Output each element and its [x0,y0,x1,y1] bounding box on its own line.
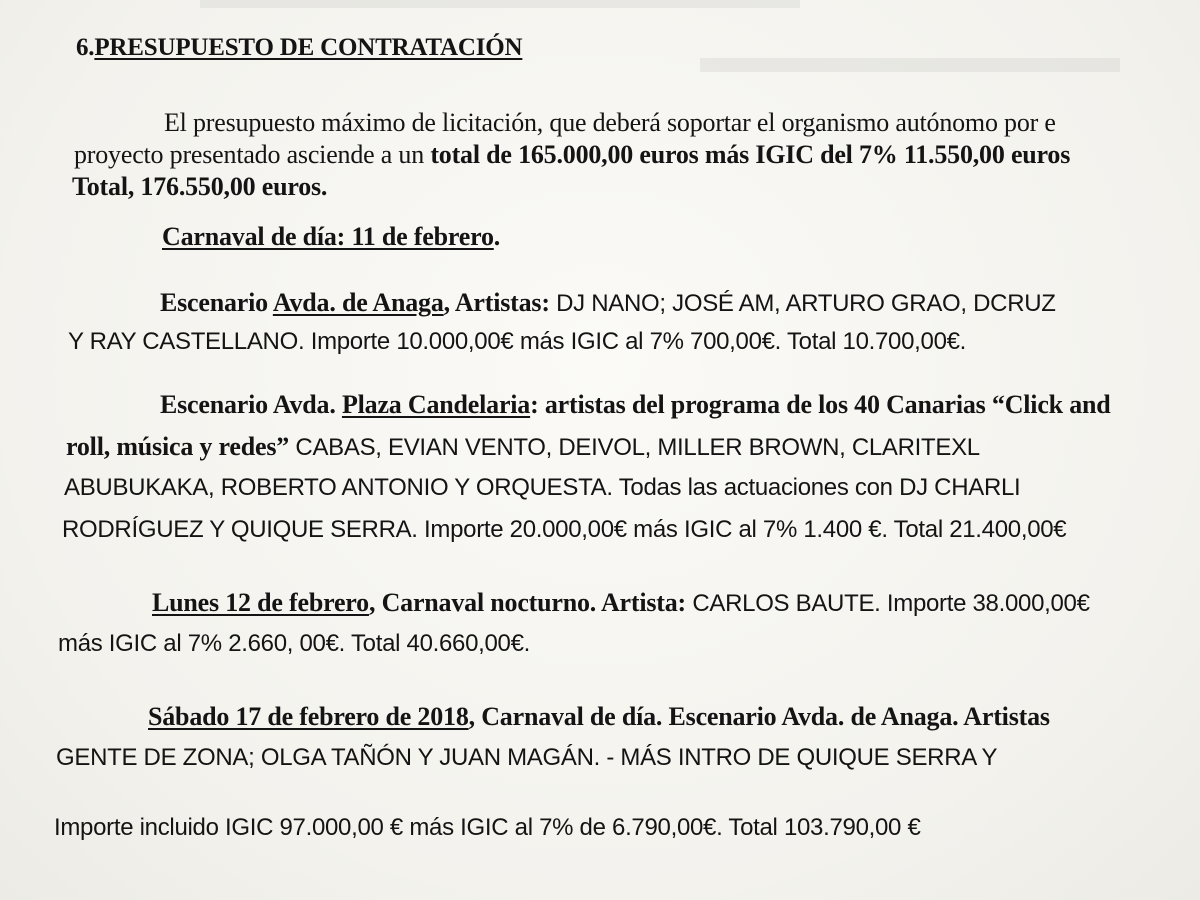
saturday-label: , Carnaval de día. Escenario Avda. de Anaga. Artistas [468,702,1050,731]
section-heading [76,34,522,62]
candelaria-line-2 [66,432,980,462]
candelaria-line-1 [160,390,1111,420]
anaga-prefix: Escenario [160,288,273,317]
anaga-line-1 [160,288,1056,318]
day1-heading [162,222,500,252]
candelaria-place: Plaza Candelaria [341,390,531,419]
intro-line-2 [74,140,1070,170]
monday-line-2: más IGIC al 7% 2.660, 00€. Total 40.660,00€. [58,630,531,657]
bleed-through-shadow [700,58,1120,72]
candelaria-line-3: ABUBUKAKA, ROBERTO ANTONIO Y ORQUESTA. Todas las actuaciones con DJ CHARLI [64,474,1021,501]
monday-artist: CARLOS BAUTE. Importe 38.000,00€ [686,590,1090,617]
monday-label: , Carnaval nocturno. Artista: [368,588,686,617]
saturday-line-1 [148,702,1050,732]
monday-line-1 [152,588,1090,618]
section-title: PRESUPUESTO DE CONTRATACIÓN [94,34,523,61]
day1-heading-suffix: . [493,222,501,251]
bleed-through-shadow [200,0,800,8]
anaga-place: Avda. de Anaga [272,288,444,317]
saturday-line-2: GENTE DE ZONA; OLGA TAÑÓN Y JUAN MAGÁN. - MÁS INTRO DE QUIQUE SERRA Y [56,744,998,771]
anaga-label: , Artistas: [443,288,550,317]
candelaria-prefix: Escenario Avda. [160,390,342,419]
day1-heading-text: Carnaval de día: 11 de febrero [162,222,494,251]
anaga-line-2: Y RAY CASTELLANO. Importe 10.000,00€ más IGIC al 7% 700,00€. Total 10.700,00€. [68,328,967,355]
intro-grand-total: Total, 176.550,00 euros. [72,172,328,201]
saturday-date: Sábado 17 de febrero de 2018 [148,702,469,731]
candelaria-line-4: RODRÍGUEZ Y QUIQUE SERRA. Importe 20.000,00€ más IGIC al 7% 1.400 €. Total 21.400,00€ [62,516,1067,543]
candelaria-program: : artistas del programa de los 40 Canarias “Click and [530,390,1111,419]
intro-line-2-text: proyecto presentado asciende a un [74,140,431,169]
saturday-line-3: Importe incluido IGIC 97.000,00 € más IGIC al 7% de 6.790,00€. Total 103.790,00 € [54,814,921,841]
anaga-artists: DJ NANO; JOSÉ AM, ARTURO GRAO, DCRUZ [549,290,1056,317]
intro-line-3 [72,172,327,202]
candelaria-artists: CABAS, EVIAN VENTO, DEIVOL, MILLER BROWN, CLARITEXL [289,434,980,461]
intro-line-1: El presupuesto máximo de licitación, que deberá soportar el organismo autónomo por e [164,108,1056,137]
candelaria-program-cont: roll, música y redes” [66,432,290,461]
section-number: 6. [76,34,95,61]
monday-date: Lunes 12 de febrero [152,588,369,617]
intro-total-amount: total de 165.000,00 euros más IGIC del 7% 11.550,00 euros [430,140,1071,169]
